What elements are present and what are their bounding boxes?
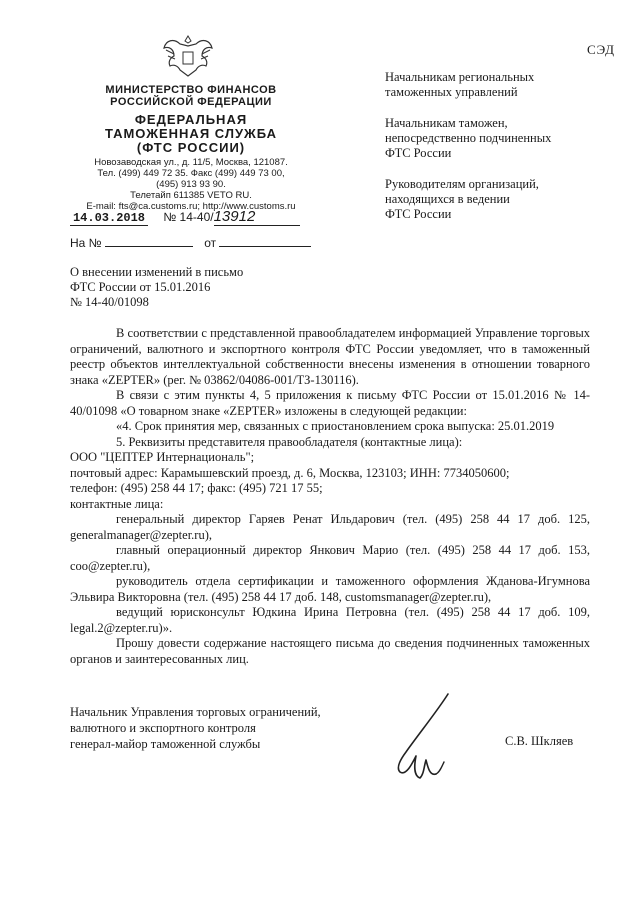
addressee-block xyxy=(385,177,615,222)
subject-line: № 14-40/01098 xyxy=(70,295,149,309)
addressee-line: таможенных управлений xyxy=(385,85,518,99)
registration-number-handwritten: 13912 xyxy=(213,208,256,225)
addressee-line: Начальникам региональных xyxy=(385,70,535,84)
addressee-block xyxy=(385,116,615,161)
body-paragraph: 5. Реквизиты представителя правообладателя (контактные лица): xyxy=(116,434,463,449)
contact-line: Тел. (499) 449 72 35. Факс (499) 449 73 00, xyxy=(97,168,285,179)
addressee-line: Начальникам таможен, xyxy=(385,116,508,130)
registration-line xyxy=(70,208,300,226)
position-line: валютного и экспортного контроля xyxy=(70,721,256,735)
addressee-line: ФТС России xyxy=(385,207,452,221)
contact-line: (495) 913 93 90. xyxy=(156,179,226,190)
body-paragraph: «4. Срок принятия мер, связанных с приостановлением срока выпуска: 25.01.2019 xyxy=(116,419,555,433)
registration-date: 14.03.2018 xyxy=(70,211,148,226)
contact-person: ведущий юрисконсульт Юдкина Ирина Петровна (тел. (495) 258 44 17 доб. 109, legal.2@zepter.ru)». xyxy=(70,605,590,635)
coat-of-arms-emblem xyxy=(160,30,216,82)
addressee-block xyxy=(385,70,615,100)
handwritten-signature xyxy=(378,690,468,790)
registration-number-label: № 14-40/ xyxy=(163,210,214,224)
body-paragraph: телефон: (495) 258 44 17; факс: (495) 721 17 55; xyxy=(70,481,323,495)
document-system-stamp: СЭД xyxy=(586,42,615,57)
contact-line: Новозаводская ул., д. 11/5, Москва, 121087. xyxy=(94,157,288,168)
contact-details xyxy=(66,157,316,212)
subject-line: ФТС России от 15.01.2016 xyxy=(70,280,211,294)
body-paragraph: В соответствии с представленной правообладателем информацией Управление торговых ограничений, валютного и экспортного контроля ФТС России уведомляет, что в таможенный реестр объектов интеллектуальной собственности внесены изменения в отношении товарного знака «ZEPTER» (рег. № 03862/04086-001/ТЗ-130116). xyxy=(70,326,590,387)
contact-person: генеральный директор Гаряев Ренат Ильдарович (тел. (495) 258 44 17 доб. 125, generalmanager@zepter.ru), xyxy=(70,512,590,542)
reference-date-blank xyxy=(219,236,311,247)
contact-person: главный операционный директор Янкович Марио (тел. (495) 258 44 17 доб. 153, coo@zepter.ru), xyxy=(70,543,590,573)
addressee-line: непосредственно подчиненных xyxy=(385,131,552,145)
addressee-line: ФТС России xyxy=(385,146,452,160)
reference-number-label: На № xyxy=(70,236,102,250)
reference-line xyxy=(70,236,311,250)
reference-number-blank xyxy=(105,236,193,247)
service-line: ФЕДЕРАЛЬНАЯ xyxy=(134,112,248,127)
body-paragraph: В связи с этим пункты 4, 5 приложения к письму ФТС России от 15.01.2016 № 14-40/01098 «О товарном знаке «ZEPTER» изложены в следующей редакции: xyxy=(70,388,590,418)
contact-line: E-mail: fts@ca.customs.ru; http://www.customs.ru xyxy=(86,201,296,212)
addressee-line: находящихся в ведении xyxy=(385,192,510,206)
ministry-line: МИНИСТЕРСТВО ФИНАНСОВ xyxy=(105,84,277,96)
signatory-name: С.В. Шкляев xyxy=(505,734,574,748)
service-name xyxy=(66,113,316,155)
contact-line: Телетайп 611385 VETO RU. xyxy=(130,190,252,201)
position-line: Начальник Управления торговых ограничений, xyxy=(70,705,321,719)
subject-line: О внесении изменений в письмо xyxy=(70,265,244,279)
body-paragraph: Прошу довести содержание настоящего письма до сведения подчиненных таможенных органов и заинтересованных лиц. xyxy=(70,636,590,666)
ministry-line: РОССИЙСКОЙ ФЕДЕРАЦИИ xyxy=(110,96,272,108)
body-paragraph: почтовый адрес: Карамышевский проезд, д. 6, Москва, 123103; ИНН: 7734050600; xyxy=(70,465,510,480)
position-line: генерал-майор таможенной службы xyxy=(70,737,261,751)
letter-body xyxy=(70,326,590,667)
body-paragraph: ООО "ЦЕПТЕР Интернациональ"; xyxy=(70,450,255,464)
service-line: ТАМОЖЕННАЯ СЛУЖБА xyxy=(104,126,278,141)
contact-person: руководитель отдела сертификации и таможенного оформления Жданова-Игумнова Эльвира Викторовна (тел. (495) 258 44 17 доб. 148, customsmanager@zepter.ru), xyxy=(70,574,590,604)
service-line: (ФТС РОССИИ) xyxy=(136,140,246,155)
reference-date-label: от xyxy=(204,236,217,250)
body-paragraph: контактные лица: xyxy=(70,496,164,511)
signatory-position xyxy=(70,704,321,752)
addressee-line: Руководителям организаций, xyxy=(385,177,539,191)
letter-subject xyxy=(70,265,243,310)
ministry-name xyxy=(66,84,316,108)
